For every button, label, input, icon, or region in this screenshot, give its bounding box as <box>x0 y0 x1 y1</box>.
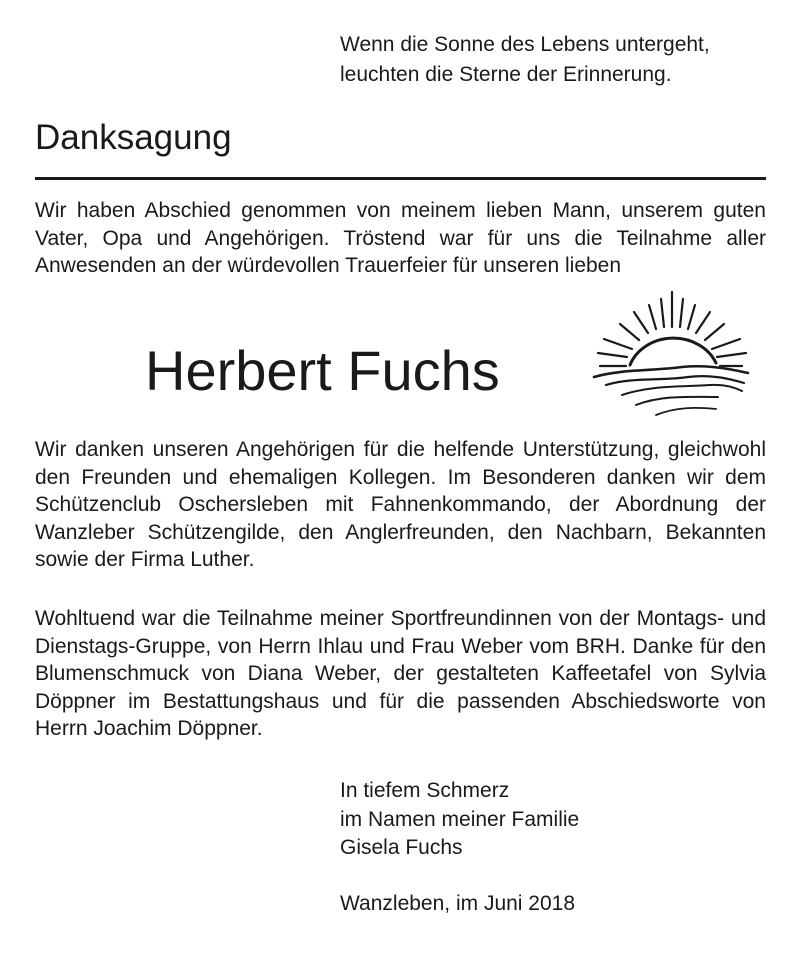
motto-line-2: leuchten die Sterne der Erinnerung. <box>340 63 672 86</box>
intro-paragraph: Wir haben Abschied genommen von meinem lieben Mann, unserem guten Vater, Opa und Angehörigen. Tröstend war für uns die Teilnahme aller Anwesenden an der würdevollen Trauerfeier für unseren lieben <box>35 199 766 277</box>
motto-line-1: Wenn die Sonne des Lebens untergeht, <box>340 33 710 56</box>
place-date: Wanzleben, im Juni 2018 <box>340 892 576 915</box>
closing-line-2: im Namen meiner Familie <box>340 807 580 831</box>
setting-sun-icon <box>592 287 752 422</box>
heading: Danksagung <box>35 118 232 157</box>
closing <box>340 777 579 863</box>
divider <box>35 177 766 180</box>
thanks-paragraph: Wir danken unseren Angehörigen für die helfende Unterstützung, gleichwohl den Freunden und ehemaligen Kollegen. Im Besonderen danken wir dem Schützenclub Oschersleben mit Fahnenkommando, der Abordnung der Wanzleber Schützengilde, den Anglerfreunden, den Nachbarn, Bekannten sowie der Firma Luther. <box>35 438 766 571</box>
closing-line-1: In tiefem Schmerz <box>340 779 510 802</box>
motto <box>340 30 710 90</box>
deceased-name: Herbert Fuchs <box>145 339 500 402</box>
signature-name: Gisela Fuchs <box>340 836 463 859</box>
thanks-sport-paragraph: Wohltuend war die Teilnahme meiner Sportfreundinnen von der Montags- und Dienstags-Gruppe, von Herrn Ihlau und Frau Weber vom BRH. Danke für den Blumenschmuck von Diana Weber, der gestalteten Kaffeetafel von Sylvia Döppner im Bestattungshaus und für die passenden Abschiedsworte von Herrn Joachim Döppner. <box>35 607 766 740</box>
